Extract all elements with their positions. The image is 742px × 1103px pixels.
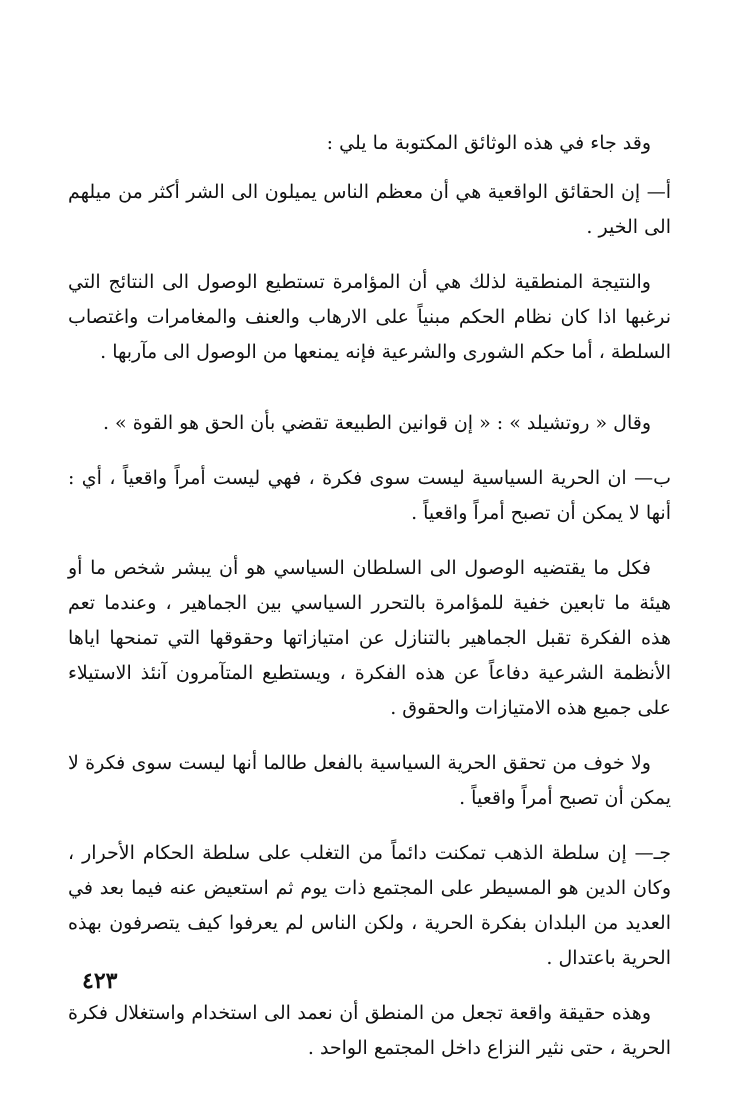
page-number: ٤٢٣ <box>82 968 118 994</box>
paragraph-no-fear: ولا خوف من تحقق الحرية السياسية بالفعل طالما أنها ليست سوى فكرة لا يمكن أن تصبح أمراً واقعياً . <box>68 752 671 809</box>
paragraph-conclusion: وهذه حقيقة واقعة تجعل من المنطق أن نعمد الى استخدام واستغلال فكرة الحرية ، حتى نثير النزاع داخل المجتمع الواحد . <box>68 1002 671 1059</box>
paragraph-point-c: جـ— إن سلطة الذهب تمكنت دائماً من التغلب على سلطة الحكام الأحرار ، وكان الدين هو المسيطر على المجتمع ذات يوم ثم استعيض عنه فيما بعد في العديد من البلدان بفكرة الحرية ، ولكن الناس لم يعرفوا كيف يتصرفون بهذه الحرية باعتدال . <box>68 842 671 969</box>
paragraph-point-b: ب— ان الحرية السياسية ليست سوى فكرة ، فهي ليست أمراً واقعياً ، أي : أنها لا يمكن أن تصبح أمراً واقعياً . <box>68 467 671 524</box>
body-text <box>68 126 671 1086</box>
paragraph-rothschild-quote: وقال « روتشيلد » : « إن قوانين الطبيعة تقضي بأن الحق هو القوة » . <box>102 412 651 434</box>
paragraph-intro: وقد جاء في هذه الوثائق المكتوبة ما يلي : <box>326 132 651 154</box>
paragraph-point-a: أ— إن الحقائق الواقعية هي أن معظم الناس يميلون الى الشر أكثر من ميلهم الى الخير . <box>68 181 671 238</box>
paragraph-consequence: والنتيجة المنطقية لذلك هي أن المؤامرة تستطيع الوصول الى النتائج التي نرغبها اذا كان نظام الحكم مبنياً على الارهاب والعنف والمغامرات واغتصاب السلطة ، أما حكم الشورى والشرعية فإنه يمنعها من الوصول الى مآربها . <box>68 271 671 363</box>
paragraph-political-power: فكل ما يقتضيه الوصول الى السلطان السياسي هو أن يبشر شخص ما أو هيئة ما تابعين خفية للمؤامرة بالتحرر السياسي بين الجماهير ، وعندما تعم هذه الفكرة تقبل الجماهير بالتنازل عن امتيازاتها وحقوقها التي تمنحها اياها الأنظمة الشرعية دفاعاً عن هذه الفكرة ، ويستطيع المتآمرون آنئذ الاستيلاء على جميع هذه الامتيازات والحقوق . <box>68 557 671 719</box>
